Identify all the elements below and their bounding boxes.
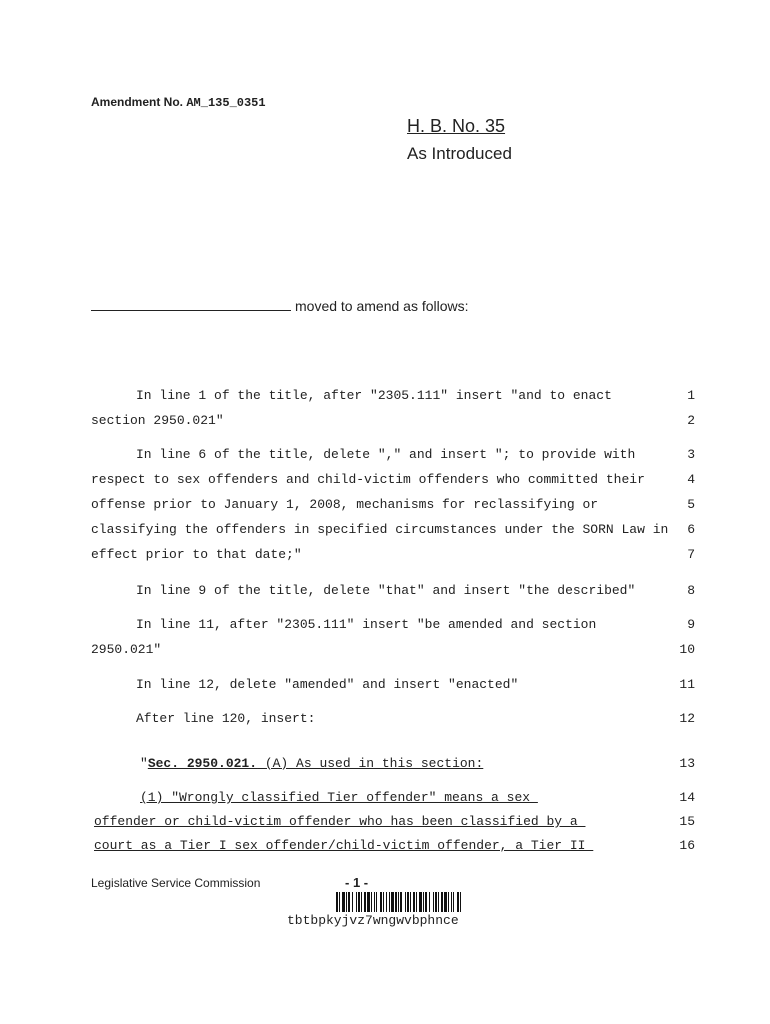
barcode-image	[336, 892, 462, 912]
section-intro: (A) As used in this section:	[257, 756, 484, 771]
amendment-label: Amendment No.	[91, 95, 184, 109]
footer-commission: Legislative Service Commission	[91, 876, 261, 890]
line-5-number: 5	[687, 497, 695, 512]
line-15-number: 15	[679, 814, 695, 829]
line-12-number: 12	[679, 711, 695, 726]
section-heading: Sec. 2950.021.	[147, 756, 258, 771]
line-9-number: 9	[687, 617, 695, 632]
amendment-code: AM_135_0351	[186, 96, 266, 110]
line-2-text: section 2950.021"	[91, 413, 224, 428]
page-number: - 1 -	[345, 875, 369, 890]
line-13-number: 13	[679, 756, 695, 771]
line-3-number: 3	[687, 447, 695, 462]
line-10-text: 2950.021"	[91, 642, 162, 657]
line-1-text: In line 1 of the title, after "2305.111" insert "and to enact	[136, 388, 612, 403]
line-12-text: After line 120, insert:	[136, 711, 316, 726]
amendment-number	[91, 95, 266, 110]
barcode-text: tbtbpkyjvz7wngwvbphnce	[287, 913, 459, 928]
line-2-number: 2	[687, 413, 695, 428]
line-9-text: In line 11, after "2305.111" insert "be amended and section	[136, 617, 597, 632]
name-blank	[91, 298, 291, 311]
line-6-text: classifying the offenders in specified circumstances under the SORN Law in	[91, 522, 669, 537]
line-6-number: 6	[687, 522, 695, 537]
bill-number: H. B. No. 35	[407, 116, 506, 136]
line-3-text: In line 6 of the title, delete "," and insert "; to provide with	[136, 447, 636, 462]
line-15-text: offender or child-victim offender who has been classified by a	[94, 814, 586, 829]
moved-to-amend	[91, 298, 469, 314]
line-7-number: 7	[687, 547, 695, 562]
line-8-number: 8	[687, 583, 695, 598]
line-11-text: In line 12, delete "amended" and insert "enacted"	[136, 677, 519, 692]
line-4-text: respect to sex offenders and child-victim offenders who committed their	[91, 472, 645, 487]
line-14-text: (1) "Wrongly classified Tier offender" means a sex	[140, 790, 538, 805]
line-10-number: 10	[679, 642, 695, 657]
moved-text: moved to amend as follows:	[295, 298, 469, 314]
line-14-number: 14	[679, 790, 695, 805]
line-7-text: effect prior to that date;"	[91, 547, 302, 562]
open-quote: "	[140, 756, 148, 771]
line-16-number: 16	[679, 838, 695, 853]
line-13-text	[140, 756, 483, 771]
line-1-number: 1	[687, 388, 695, 403]
line-11-number: 11	[679, 677, 695, 692]
line-4-number: 4	[687, 472, 695, 487]
line-16-text: court as a Tier I sex offender/child-victim offender, a Tier II	[94, 838, 594, 853]
bill-status: As Introduced	[407, 144, 512, 163]
line-5-text: offense prior to January 1, 2008, mechanisms for reclassifying or	[91, 497, 599, 512]
line-8-text: In line 9 of the title, delete "that" and insert "the described"	[136, 583, 636, 598]
